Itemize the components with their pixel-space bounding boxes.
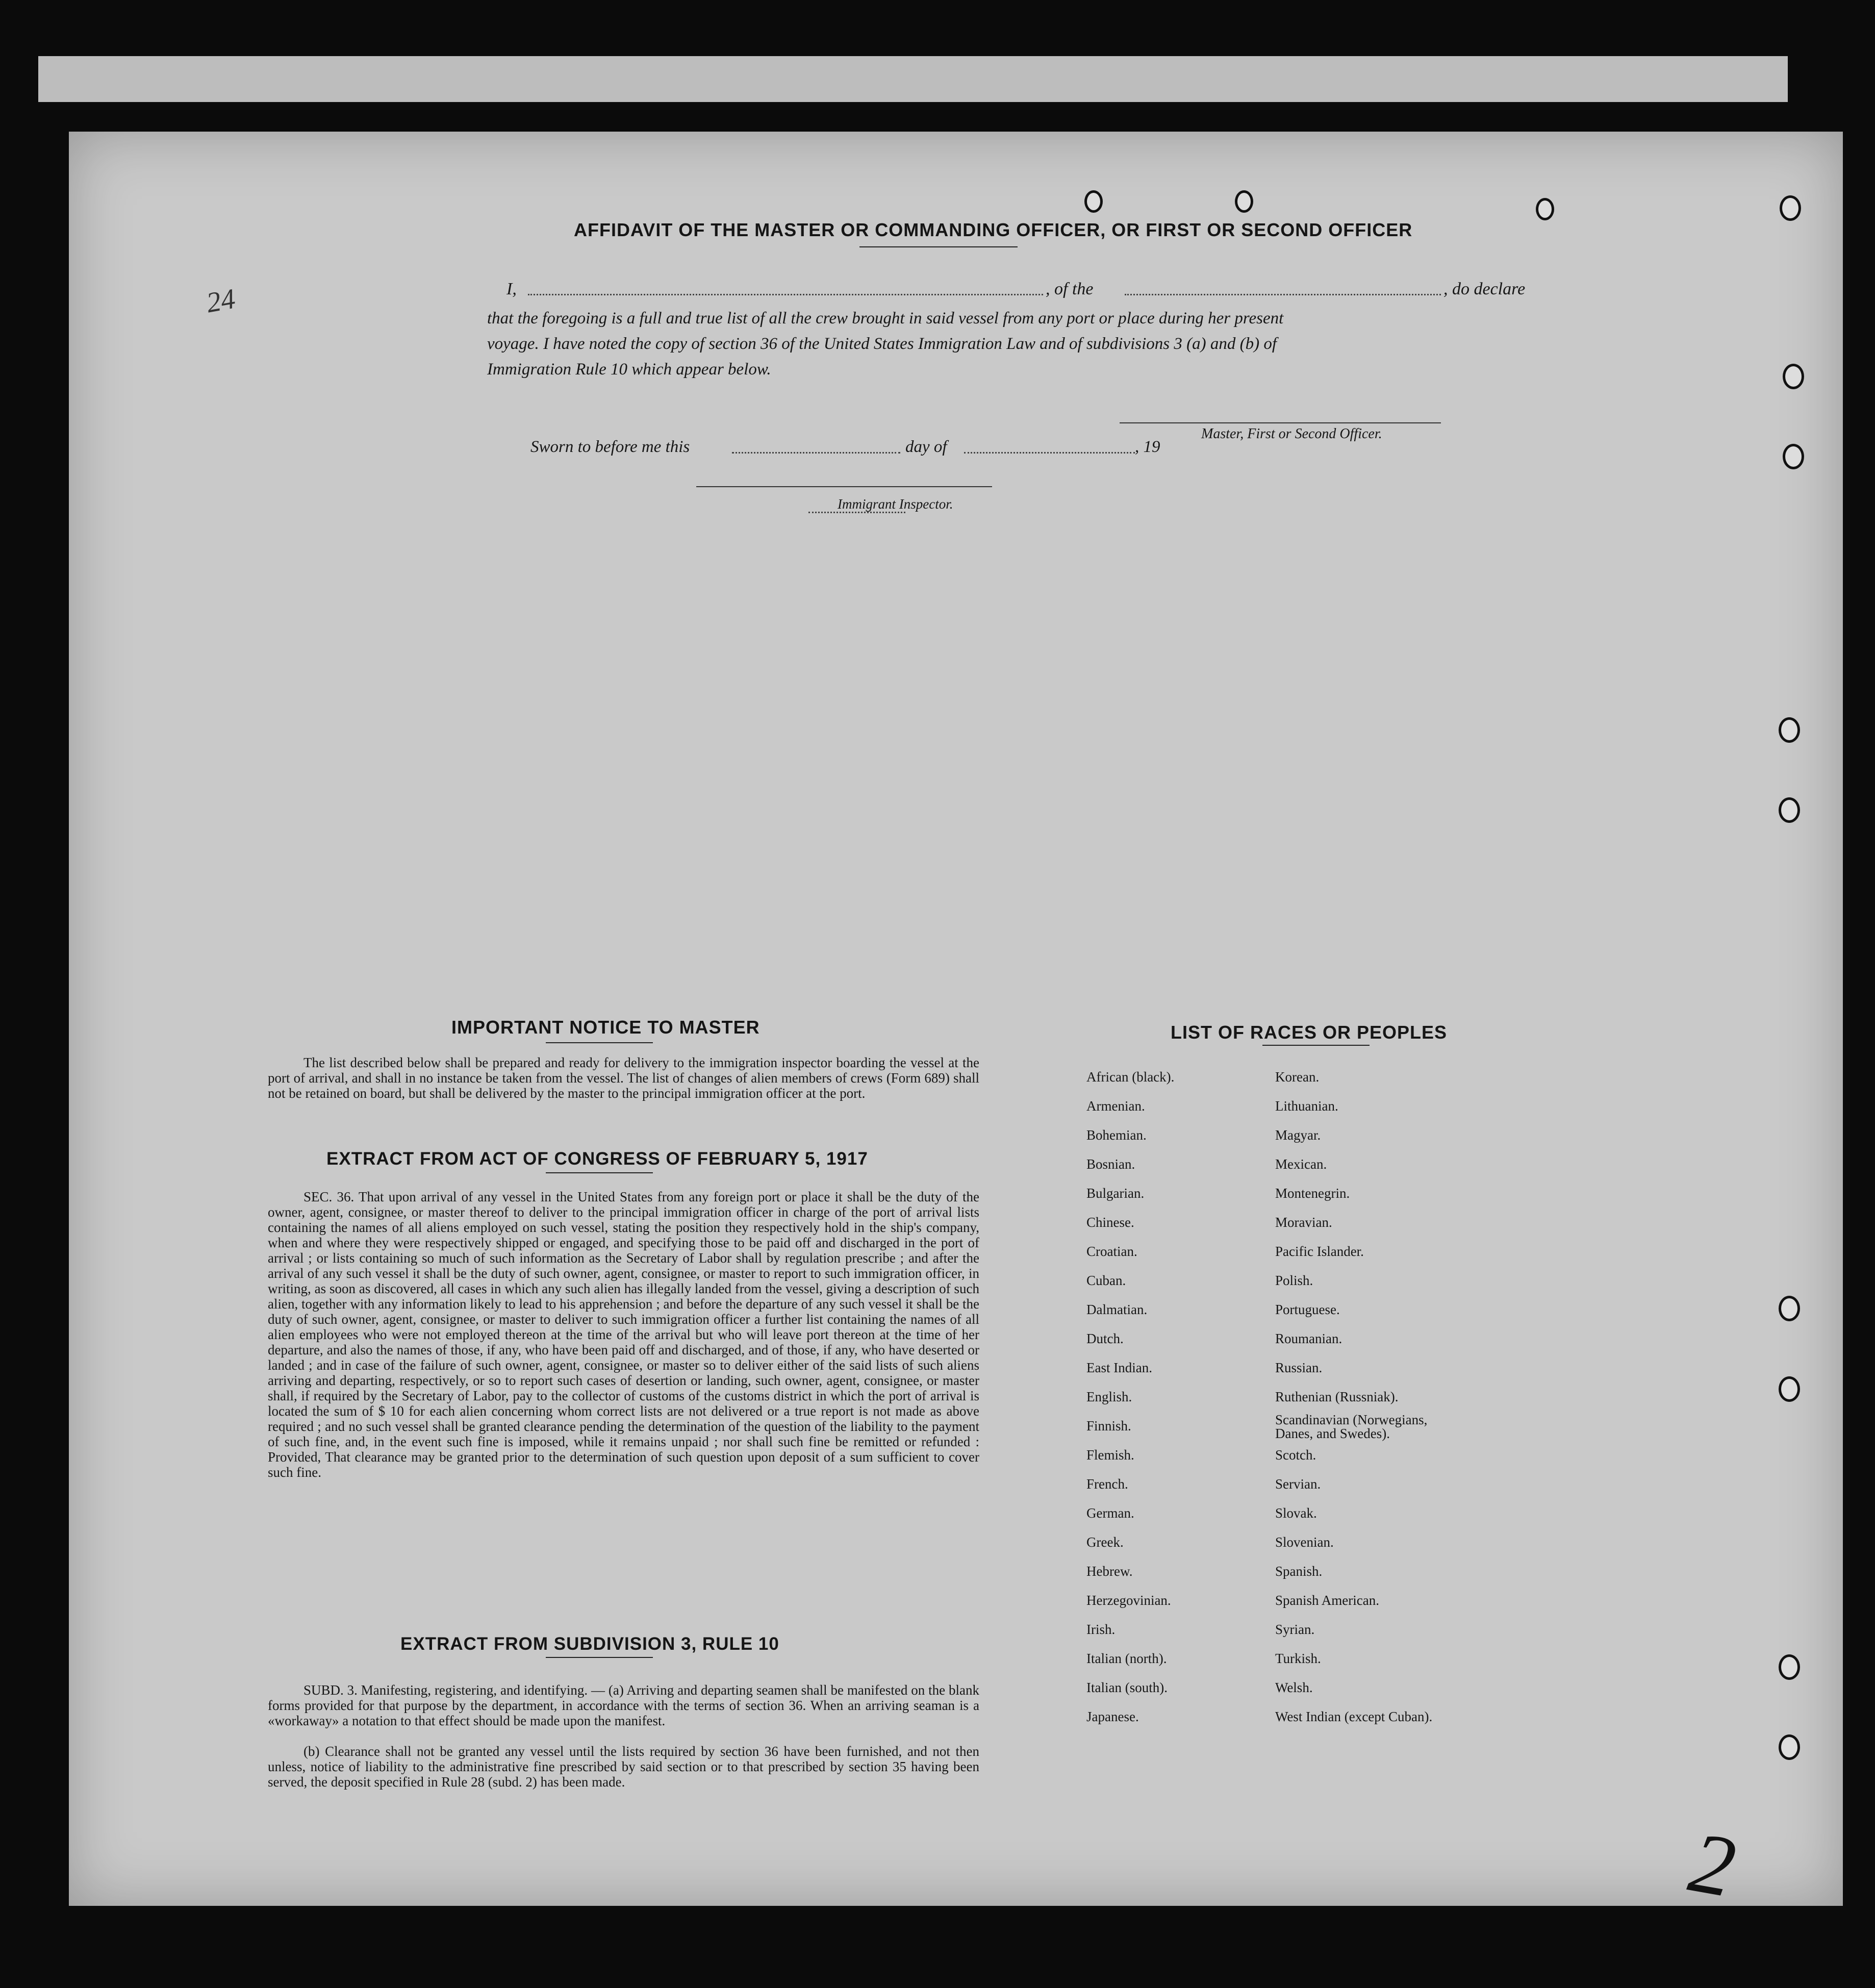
bleed-through-text [1120, 514, 1131, 536]
race-item: Slovenian. [1275, 1534, 1334, 1550]
inspector-label: Immigrant Inspector. [838, 496, 953, 512]
punch-hole [1779, 797, 1800, 823]
race-item: Scandinavian (Norwegians, Danes, and Swedes). [1275, 1412, 1428, 1441]
inspector-signature-line[interactable] [696, 486, 992, 487]
notice-rule [546, 1042, 653, 1043]
master-signature-line[interactable] [1120, 422, 1441, 423]
race-item: Slovak. [1275, 1505, 1317, 1521]
act-extract-title: EXTRACT FROM ACT OF CONGRESS OF FEBRUARY 5, 1917 [326, 1149, 868, 1169]
race-item: Greek. [1086, 1534, 1124, 1550]
race-item: Syrian. [1275, 1622, 1315, 1637]
notice-text: The list described below shall be prepared and ready for delivery to the immigration inspector boarding the vessel at the port of arrival, and shall in no instance be taken from the vessel. The list of changes of alien members of crews (Form 689) shall not be retained on board, but shall be delivered by the master to the principal immigration officer at the port. [268, 1055, 979, 1101]
race-item: Cuban. [1086, 1273, 1126, 1288]
race-item: Turkish. [1275, 1651, 1321, 1666]
race-item: African (black). [1086, 1069, 1175, 1085]
act-extract-text: SEC. 36. That upon arrival of any vessel in the United States from any foreign port or place it shall be the duty of the owner, agent, consignee, or master thereof to deliver to the principal immigration officer in charge of the port of arrival lists containing the names of all aliens employed on such vessel, stating the position they respectively hold in the ship's company, when and where they were respectively shipped or engaged, and specifying those to be paid off and discharged in the port of arrival ; or lists containing so much of such information as the Secretary of Labor shall by regulation prescribe ; and after the arrival of any such vessel it shall be the duty of such owner, agent, consignee, or master to report to such immigration officer, in writing, as soon as discovered, all cases in which any such alien has illegally landed from the vessel, giving a description of such alien, together with any information likely to lead to his apprehension ; and before the departure of any such vessel it shall be the duty of such owner, agent, consignee, or master to deliver to such immigration officer a further list containing the names of all alien employees who were not employed thereon at the time of the arrival but who will leave port thereon at the time of her departure, and also the names of those, if any, who have been paid off and discharged, and of those, if any, who have deserted or landed ; and in case of the failure of such owner, agent, consignee, or master so to deliver either of the said lists of such aliens arriving and departing, respectively, or so to report such cases of desertion or landing, such owner, agent, consignee, or master shall, if required by the Secretary of Labor, pay to the collector of customs of the customs district in which the port of arrival is located the sum of $ 10 for each alien concerning whom correct lists are not delivered or a true report is not made as above required ; and no such vessel shall be granted clearance pending the determination of the question of the liability to the payment of such fine, and, in the event such fine is imposed, while it remains unpaid ; nor shall such fine be remitted or refunded : Provided, That clearance may be granted prior to the determination of such question upon deposit of a sum sufficient to cover such fine. [268, 1189, 979, 1480]
race-item: Italian (south). [1086, 1680, 1168, 1695]
manifest-page [69, 132, 1843, 1916]
race-item: Servian. [1275, 1476, 1321, 1492]
race-item: Polish. [1275, 1273, 1313, 1288]
race-item: Flemish. [1086, 1447, 1134, 1463]
year-label: , 19 [1135, 438, 1160, 456]
affidavit-line-2: voyage. I have noted the copy of section 36 of the United States Immigration Law and of subdivisions 3 (a) and (b) of [487, 335, 1277, 353]
rule-extract-title: EXTRACT FROM SUBDIVISION 3, RULE 10 [400, 1634, 779, 1654]
master-signature-label: Master, First or Second Officer. [1201, 426, 1382, 442]
race-item: Russian. [1275, 1360, 1323, 1375]
day-of-label: day of [905, 438, 947, 456]
race-item: Japanese. [1086, 1709, 1139, 1724]
race-item: West Indian (except Cuban). [1275, 1709, 1433, 1724]
race-item: Spanish. [1275, 1564, 1323, 1579]
race-item: Portuguese. [1275, 1302, 1340, 1317]
sworn-month-blank[interactable] [964, 452, 1135, 454]
affidavit-title: AFFIDAVIT OF THE MASTER OR COMMANDING OFFICER, OR FIRST OR SECOND OFFICER [574, 219, 1413, 240]
race-item: Italian (north). [1086, 1651, 1167, 1666]
race-item: Irish. [1086, 1622, 1116, 1637]
sworn-label: Sworn to before me this [530, 438, 690, 456]
race-item: Herzegovinian. [1086, 1593, 1171, 1608]
race-item: Magyar. [1275, 1127, 1321, 1143]
punch-hole [1779, 717, 1800, 743]
race-item: Chinese. [1086, 1215, 1134, 1230]
sworn-day-blank[interactable] [732, 452, 900, 454]
punch-hole [1783, 444, 1804, 469]
punch-hole [1780, 195, 1801, 221]
race-item: Hebrew. [1086, 1564, 1133, 1579]
race-item: Pacific Islander. [1275, 1244, 1364, 1259]
affidavit-line-3: Immigration Rule 10 which appear below. [487, 360, 771, 379]
notice-title: IMPORTANT NOTICE TO MASTER [451, 1017, 760, 1038]
race-item: German. [1086, 1505, 1134, 1521]
race-item: English. [1086, 1389, 1132, 1404]
affidavit-i-label: I, [506, 280, 517, 298]
race-item: Moravian. [1275, 1215, 1332, 1230]
punch-hole [1084, 190, 1103, 213]
race-item: Ruthenian (Russniak). [1275, 1389, 1399, 1404]
race-item: Bohemian. [1086, 1127, 1147, 1143]
race-item: Dalmatian. [1086, 1302, 1148, 1317]
races-rule [1262, 1045, 1370, 1046]
punch-hole [1235, 190, 1253, 213]
vessel-name-blank[interactable] [1125, 294, 1441, 295]
rule-para-b: (b) Clearance shall not be granted any vessel until the lists required by section 36 have been furnished, and not then unless, notice of liability to the administrative fine prescribed by said section or to that prescribed by section 35 having been served, the deposit specified in Rule 28 (subd. 2) has been made. [268, 1744, 979, 1790]
affidavit-of-the: , of the [1046, 280, 1094, 298]
race-item: Lithuanian. [1275, 1098, 1338, 1114]
punch-hole [1779, 1296, 1800, 1321]
handwritten-mark: 2 [1683, 1814, 1742, 1916]
underlying-sheet-edge [38, 56, 1788, 102]
race-item: Dutch. [1086, 1331, 1124, 1346]
race-item: Montenegrin. [1275, 1186, 1350, 1201]
race-item: Finnish. [1086, 1418, 1131, 1433]
punch-hole [1779, 1654, 1800, 1680]
races-title: LIST OF RACES OR PEOPLES [1171, 1022, 1448, 1043]
rule-para-a: SUBD. 3. Manifesting, registering, and identifying. — (a) Arriving and departing seamen shall be manifested on the blank forms provided for that purpose by the department, in accordance with the terms of section 36. When an arriving seaman is a «workaway» a notation to that effect should be made upon the manifest. [268, 1682, 979, 1728]
punch-hole [1536, 198, 1554, 220]
title-rule [859, 246, 1018, 247]
race-item: Bosnian. [1086, 1156, 1135, 1172]
race-item: Croatian. [1086, 1244, 1137, 1259]
affidavit-do-declare: , do declare [1443, 280, 1526, 298]
punch-hole [1779, 1376, 1800, 1402]
handwritten-number: 24 [204, 283, 238, 319]
race-item: Welsh. [1275, 1680, 1313, 1695]
race-item: Bulgarian. [1086, 1186, 1145, 1201]
race-item: Mexican. [1275, 1156, 1327, 1172]
punch-hole [1779, 1734, 1800, 1760]
race-item: Spanish American. [1275, 1593, 1379, 1608]
race-item: Scotch. [1275, 1447, 1316, 1463]
act-rule [546, 1172, 653, 1173]
affidavit-line-1: that the foregoing is a full and true list of all the crew brought in said vessel from any port or place during her present [487, 309, 1284, 328]
race-item: East Indian. [1086, 1360, 1152, 1375]
master-name-blank[interactable] [528, 294, 1043, 295]
race-item: Korean. [1275, 1069, 1320, 1085]
punch-hole [1783, 364, 1804, 389]
race-item: French. [1086, 1476, 1128, 1492]
race-item: Armenian. [1086, 1098, 1145, 1114]
rule-rule [546, 1657, 653, 1658]
race-item: Roumanian. [1275, 1331, 1342, 1346]
